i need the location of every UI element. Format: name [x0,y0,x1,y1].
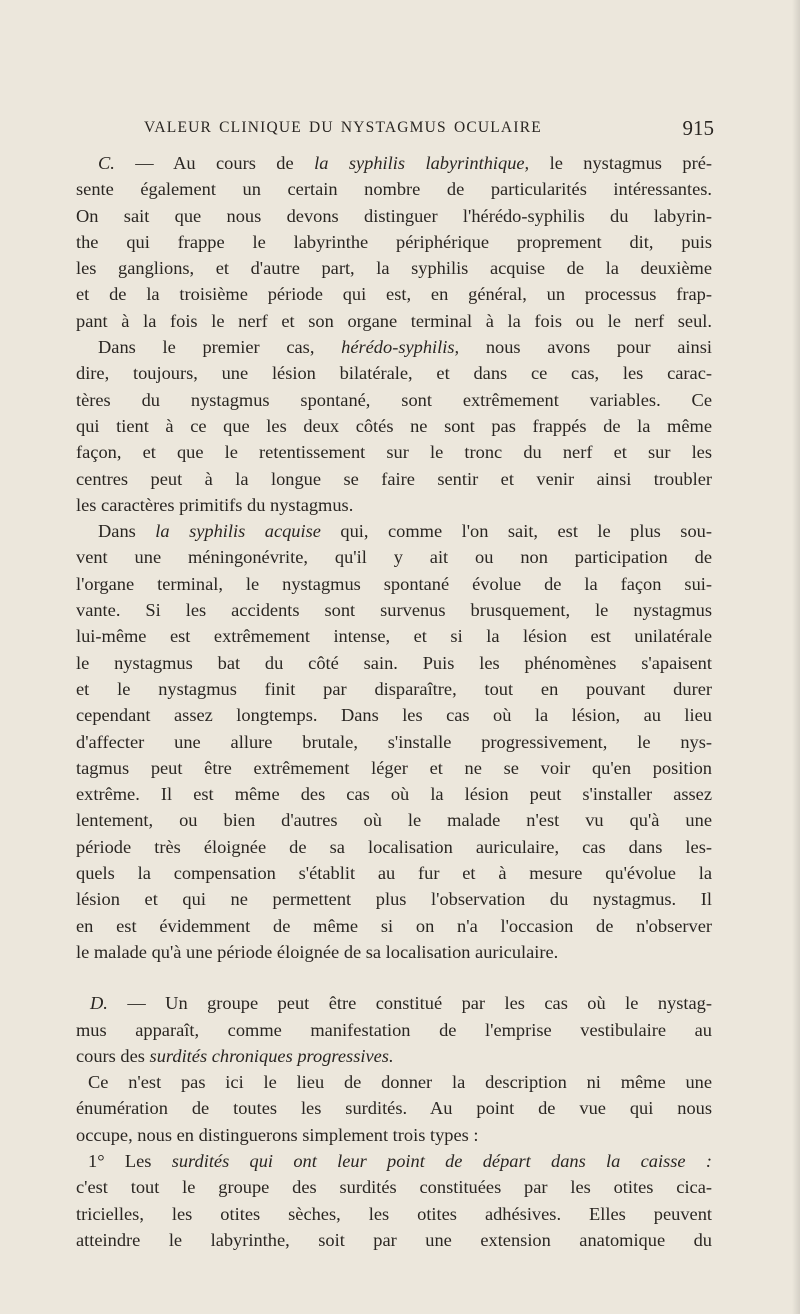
section-label-d: D. [90,993,108,1014]
text-line: occupe, nous en distinguerons simplement trois types : [76,1124,479,1145]
text-line: qui tient à ce que les deux côtés ne sont pas frappés de la même [76,415,712,436]
text-line: the qui frappe le labyrinthe périphérique proprement dit, puis [76,231,712,252]
text-line: en est évidemment de même si on n'a l'occasion de n'observer [76,915,712,936]
text-line: façon, et que le retentissement sur le tronc du nerf et sur les [76,442,712,463]
text-line: énumération de toutes les surdités. Au point de vue qui nous [76,1098,712,1119]
text-line: pant à la fois le nerf et son organe terminal à la fois ou le nerf seul. [76,310,712,331]
running-head: VALEUR CLINIQUE DU NYSTAGMUS OCULAIRE [144,119,542,136]
page-edge-shadow [792,0,800,1314]
italic-term: surdités qui ont leur point de départ dans la caisse : [171,1150,712,1171]
text-line: le nystagmus bat du côté sain. Puis les phénomènes s'apaisent [76,652,712,673]
text-line: vante. Si les accidents sont survenus brusquement, le nystagmus [76,600,712,621]
italic-term: surdités chroniques progressives. [149,1045,394,1066]
text-line: atteindre le labyrinthe, soit par une extension anatomique du [76,1229,712,1250]
text-line: tricielles, les otites sèches, les otites adhésives. Elles peuvent [76,1203,712,1224]
text-line: le malade qu'à une période éloignée de sa localisation auriculaire. [76,941,559,962]
paragraph-gap [76,965,712,990]
text-line: les caractères primitifs du nystagmus. [76,494,354,515]
text-line: vent une méningonévrite, qu'il y ait ou non participation de [76,547,712,568]
section-label-c: C. [98,153,115,173]
text-line: centres peut à la longue se faire sentir et venir ainsi troubler [76,468,712,489]
text-line: 1° Les surdités qui ont leur point de départ dans la caisse : [88,1150,712,1171]
text-line: Ce n'est pas ici le lieu de donner la description ni même une [88,1072,712,1093]
text-line: les ganglions, et d'autre part, la syphilis acquise de la deuxième [76,258,712,279]
text-line: tères du nystagmus spontané, sont extrêmement variables. Ce [76,389,712,410]
text-line: mus apparaît, comme manifestation de l'emprise vestibulaire au [76,1019,712,1040]
text-line: extrême. Il est même des cas où la lésion peut s'installer assez [76,784,712,805]
text-line: quels la compensation s'établit au fur et à mesure qu'évolue la [76,863,712,884]
text-line: d'affecter une allure brutale, s'installe progressivement, le nys- [76,731,712,752]
text-line: lésion et qui ne permettent plus l'observation du nystagmus. Il [76,889,712,910]
text-line: On sait que nous devons distinguer l'hérédo-syphilis du labyrin- [76,205,712,226]
text-line: lentement, ou bien d'autres où le malade n'est vu qu'à une [76,810,712,831]
text-line: sente également un certain nombre de particularités intéressantes. [76,179,712,200]
italic-term: la syphilis labyrinthique, [314,153,530,173]
page-header [144,116,714,140]
text-line: cependant assez longtemps. Dans les cas où la lésion, au lieu [76,705,712,726]
list-number: 1° [88,1150,105,1171]
text-line: c'est tout le groupe des surdités constituées par les otites cica- [76,1177,712,1198]
text-line: Dans le premier cas, hérédo-syphilis, nous avons pour ainsi [98,337,712,358]
text-line: cours des surdités chroniques progressives. [76,1045,394,1066]
body-text [76,150,712,1253]
text-line: C. — Au cours de la syphilis labyrinthique, le nystagmus pré- [98,153,713,173]
text-line: D. — Un groupe peut être constitué par les cas où le nystag- [90,993,712,1014]
text-line: dire, toujours, une lésion bilatérale, et dans ce cas, les carac- [76,363,712,384]
text-line: tagmus peut être extrêmement léger et ne se voir qu'en position [76,757,712,778]
italic-term: hérédo-syphilis, [341,337,460,358]
text-line: lui-même est extrêmement intense, et si la lésion est unilatérale [76,626,712,647]
text-line: et de la troisième période qui est, en général, un processus frap- [76,284,712,305]
text-line: période très éloignée de sa localisation auriculaire, cas dans les- [76,836,712,857]
text-line: l'organe terminal, le nystagmus spontané évolue de la façon sui- [76,573,712,594]
page-number: 915 [682,116,714,140]
italic-term: la syphilis acquise [155,521,321,542]
text-line: Dans la syphilis acquise qui, comme l'on sait, est le plus sou- [98,521,712,542]
text-line: et le nystagmus finit par disparaître, tout en pouvant durer [76,678,712,699]
